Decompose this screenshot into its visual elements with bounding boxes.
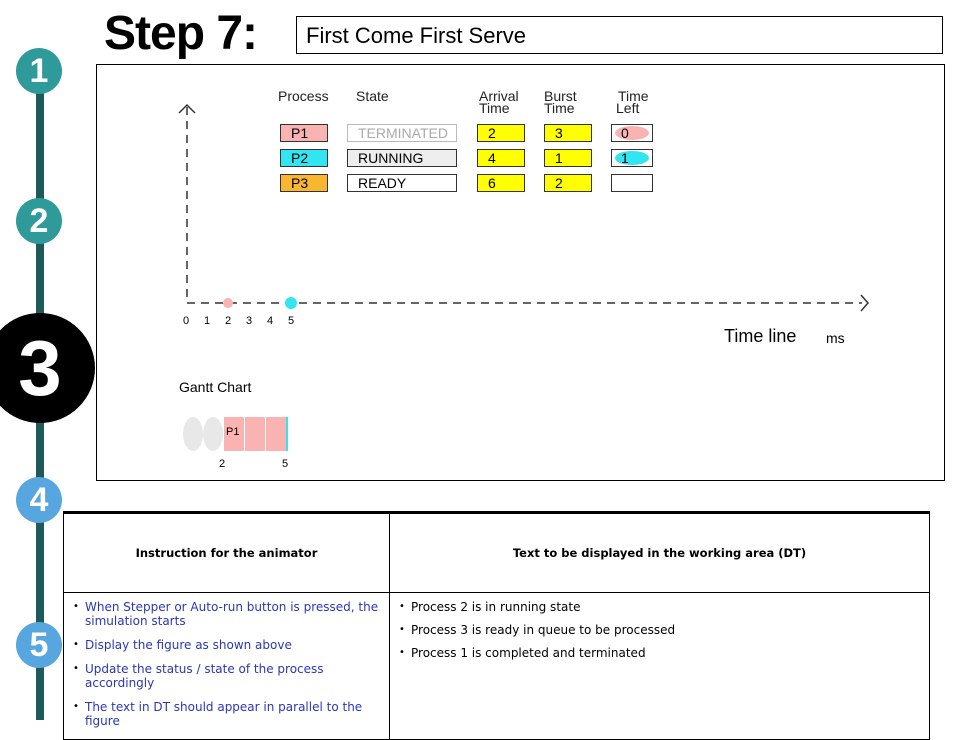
timeline-unit: ms (826, 330, 845, 346)
tick-1: 1 (204, 315, 211, 327)
tick-2: 2 (225, 315, 232, 327)
header-time-left-line1: Time (618, 88, 649, 104)
process-p2-time-left: 1 (621, 150, 629, 166)
process-p2-name: P2 (280, 149, 328, 167)
instruction-item: • Update the status / state of the process accordingly (73, 662, 388, 690)
p1-arrival-dot (223, 298, 233, 308)
header-burst-line2: Time (544, 100, 575, 116)
gantt-bar-p1 (224, 417, 286, 451)
header-state: State (356, 88, 389, 104)
gantt-bar-label: P1 (226, 426, 240, 438)
instruction-item: • When Stepper or Auto-run button is pressed, the simulation starts (73, 600, 388, 628)
step-4-badge[interactable]: 4 (16, 477, 62, 523)
step-3-badge[interactable]: 3 (0, 313, 95, 423)
header-burst-line1: Burst (544, 88, 577, 104)
step-1-badge[interactable]: 1 (16, 48, 62, 94)
tick-5: 5 (288, 315, 295, 327)
gantt-title: Gantt Chart (179, 379, 252, 395)
gantt-p2-start-marker (286, 417, 288, 451)
process-p3-name: P3 (280, 174, 328, 192)
dt-text-cell (390, 593, 930, 740)
process-p3-arrival: 6 (477, 174, 525, 192)
step-2-badge[interactable]: 2 (16, 198, 62, 244)
dt-text-item: • Process 3 is ready in queue to be processed (399, 623, 928, 637)
algorithm-title: First Come First Serve (306, 23, 527, 48)
step-5-badge[interactable]: 5 (16, 622, 62, 668)
process-p3-burst: 2 (544, 174, 592, 192)
dt-text-item: • Process 2 is in running state (399, 600, 928, 614)
header-process: Process (278, 88, 329, 104)
instruction-item: • Display the figure as shown above (73, 638, 388, 652)
process-p2-arrival: 4 (477, 149, 525, 167)
page-title: Step 7: (104, 7, 258, 60)
gantt-end-label: 5 (282, 458, 289, 470)
gantt-idle-marker-2 (203, 417, 223, 451)
instruction-item: • The text in DT should appear in parallel to the figure (73, 700, 388, 728)
gantt-idle-marker-1 (183, 417, 203, 451)
process-p1-name: P1 (280, 124, 328, 142)
timeline-label: Time line (724, 326, 797, 346)
gantt-divider-1 (244, 417, 245, 451)
working-area (96, 64, 945, 481)
process-p2-state: RUNNING (347, 149, 457, 167)
header-dt-text: Text to be displayed in the working area (DT) (390, 513, 930, 593)
animator-instructions-cell (64, 593, 390, 740)
header-animator-instruction: Instruction for the animator (64, 513, 390, 593)
gantt-divider-2 (265, 417, 266, 451)
tick-0: 0 (183, 315, 190, 327)
header-arrival-line2: Time (479, 100, 510, 116)
process-p2-burst: 1 (544, 149, 592, 167)
instruction-table (63, 511, 930, 740)
tick-4: 4 (267, 315, 274, 327)
header-arrival-line1: Arrival (479, 88, 519, 104)
tick-3: 3 (246, 315, 253, 327)
gantt-start-label: 2 (219, 458, 226, 470)
process-p1-time-left: 0 (621, 125, 629, 141)
process-p3-state: READY (347, 174, 457, 192)
algorithm-title-box (296, 16, 943, 54)
dt-text-item: • Process 1 is completed and terminated (399, 646, 928, 660)
p2-arrival-dot (285, 297, 297, 309)
process-p1-arrival: 2 (477, 124, 525, 142)
process-p1-state: TERMINATED (347, 124, 457, 142)
process-p1-burst: 3 (544, 124, 592, 142)
header-time-left-line2: Left (616, 100, 640, 116)
